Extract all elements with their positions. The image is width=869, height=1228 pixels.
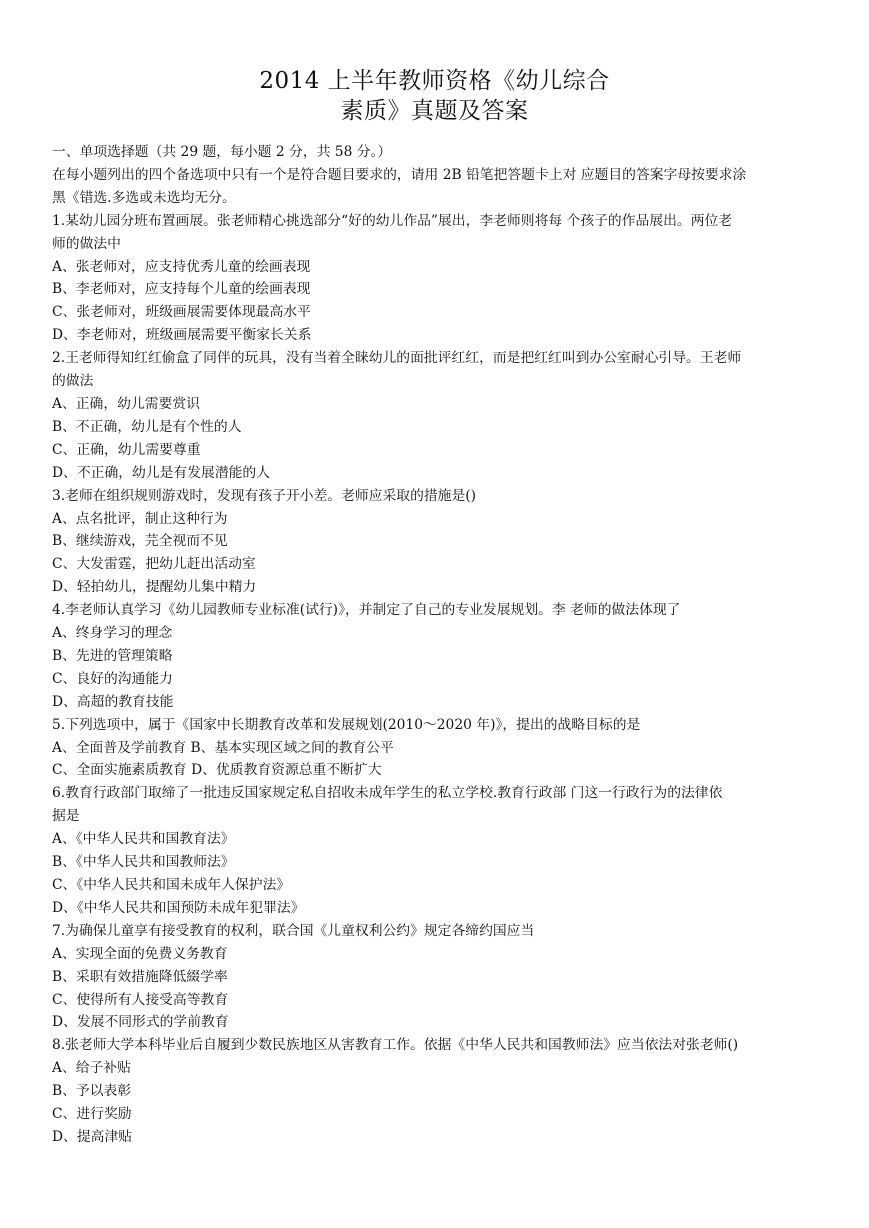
- question-stem: 1.某幼儿园分班布置画展。张老师精心挑选部分“好的幼儿作品”展出，李老师则将每 个孩子的作品展出。两位老: [52, 212, 733, 229]
- option-a: A、给子补贴: [52, 1060, 131, 1077]
- question-1: [52, 210, 822, 347]
- question-4: [52, 599, 822, 714]
- question-stem: 5.下列选项中，属于《国家中长期教育改革和发展规划(2010～2020 年)》，提出的战略目标的是: [52, 716, 641, 733]
- option-d: D、李老师对，班级画展需要平衡家长关系: [52, 327, 312, 344]
- question-3: [52, 485, 822, 600]
- question-8: [52, 1034, 822, 1149]
- option-a-b: A、全面普及学前教育 B、基本实现区域之间的教育公平: [52, 739, 394, 756]
- option-c: C、大发雷霆，把幼儿赶出活动室: [52, 556, 256, 573]
- question-stem: 6.教育行政部门取缔了一批违反国家规定私自招收未成年学生的私立学校.教育行政部 门这一行政行为的法律依: [52, 785, 723, 802]
- question-stem: 的做法: [52, 373, 94, 390]
- option-d: D、轻拍幼儿，提醒幼儿集中精力: [52, 579, 257, 596]
- option-d: D、发展不同形式的学前教育: [52, 1014, 229, 1031]
- question-stem: 4.李老师认真学习《幼儿园教师专业标准(试行)》，并制定了自己的专业发展规划。李 老师的做法体现了: [52, 602, 681, 619]
- option-b: B、《中华人民共和国教师法》: [52, 854, 235, 871]
- option-a: A、实现全面的免费义务教育: [52, 945, 228, 962]
- question-stem: 2.王老师得知红红偷盒了同伴的玩具，没有当着全睐幼儿的面批评红红，而是把红红叫到办公室耐心引导。王老师: [52, 350, 742, 367]
- option-c: C、张老师对，班级画展需要体现最高水平: [52, 304, 311, 321]
- option-c: C、使得所有人接受高等教育: [52, 991, 229, 1008]
- option-c: C、《中华人民共和国未成年人保护法》: [52, 877, 291, 893]
- option-b: B、不正确，幼儿是有个性的人: [52, 418, 242, 435]
- question-5: [52, 714, 822, 783]
- instruction-line: 黑《错选.多选或未选均无分。: [52, 189, 236, 206]
- question-stem: 7.为确保儿童享有接受教育的权利，联合国《儿童权利公约》规定各缔约国应当: [52, 922, 535, 939]
- document-title-line-2: 素质》真题及答案: [340, 98, 529, 124]
- option-a: A、《中华人民共和国教育法》: [52, 831, 235, 848]
- option-c-d: C、全面实施素质教育 D、优质教育资源总重不断扩大: [52, 762, 382, 779]
- question-6: [52, 782, 822, 919]
- option-b: B、先进的管理策略: [52, 647, 173, 664]
- option-b: B、继续游戏，芫全视而不见: [52, 533, 228, 550]
- option-c: C、进行奖励: [52, 1106, 132, 1123]
- option-d: D、提高津贴: [52, 1128, 133, 1145]
- option-a: A、终身学习的理念: [52, 625, 173, 642]
- question-7: [52, 920, 822, 1035]
- option-b: B、采职有效措施降低綴学率: [52, 968, 228, 985]
- option-d: D、《中华人民共和国预防未成年犯罪法》: [52, 899, 305, 916]
- option-a: A、正确，幼儿需要赏识: [52, 395, 200, 412]
- option-b: B、李老师对，应支持每个儿童的绘画表现: [52, 281, 311, 298]
- option-b: B、予以表彰: [52, 1083, 132, 1100]
- option-a: A、点名批评，制止这种行为: [52, 510, 228, 527]
- section-heading: 一、单项选择题（共 29 题，每小题 2 分，共 58 分。）: [52, 144, 392, 160]
- instruction-line: 在每小题列出的四个备选项中只有一个是符合题目要求的，请用 2B 铅笔把答题卡上对 应题目的答案字母按要求涂: [52, 166, 747, 183]
- option-d: D、高超的教育技能: [52, 693, 174, 710]
- question-stem: 师的做法中: [52, 235, 121, 252]
- option-d: D、不正确，幼儿是有发展潜能的人: [52, 464, 271, 481]
- question-2: [52, 347, 822, 484]
- option-c: C、正确，幼儿需要尊重: [52, 441, 201, 458]
- question-stem: 据是: [52, 808, 80, 825]
- question-stem: 3.老师在组织规则游戏时，发现有孩子开小差。老师应采取的措施是(): [52, 487, 477, 504]
- document-body: [52, 141, 822, 1149]
- document-title-line-1: 2014 上半年教师资格《幼儿综合: [259, 68, 610, 94]
- option-a: A、张老师对，应支持优秀儿童的绘画表现: [52, 258, 311, 275]
- option-c: C、良好的沟通能力: [52, 670, 173, 687]
- question-stem: 8.张老师大学本科毕业后自履到少数民族地区从害教育工作。依据《中华人民共和国教师法》应当依法对张老师(): [52, 1037, 739, 1054]
